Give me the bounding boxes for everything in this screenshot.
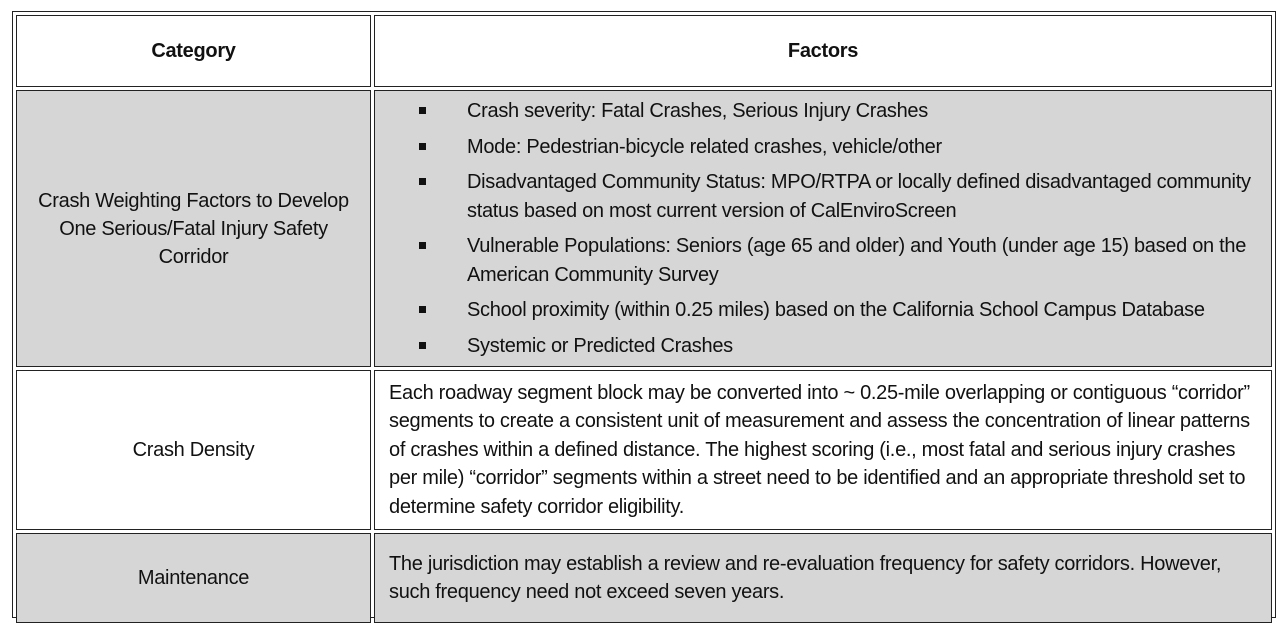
table-row — [16, 533, 1272, 623]
bullet-text: School proximity (within 0.25 miles) based on the California School Campus Database — [467, 299, 1205, 321]
square-bullet-icon — [419, 306, 426, 313]
category-cell-maintenance: Maintenance — [16, 533, 371, 623]
factors-cell-crash-density — [374, 370, 1272, 530]
square-bullet-icon — [419, 143, 426, 150]
header-factors: Factors — [374, 15, 1272, 87]
factors-table — [13, 12, 1275, 626]
square-bullet-icon — [419, 342, 426, 349]
bullet-text: Vulnerable Populations: Seniors (age 65 and older) and Youth (under age 15) based on the American Community Survey — [467, 235, 1247, 286]
square-bullet-icon — [419, 242, 426, 249]
bullet-text: Systemic or Predicted Crashes — [467, 334, 733, 357]
header-category: Category — [16, 15, 371, 87]
list-item — [419, 296, 1257, 325]
list-item — [419, 97, 1257, 126]
category-cell-crash-density: Crash Density — [16, 370, 371, 530]
table-row — [16, 370, 1272, 530]
square-bullet-icon — [419, 178, 426, 185]
list-item — [419, 232, 1257, 289]
list-item — [419, 133, 1257, 162]
table-row — [16, 90, 1272, 367]
factor-bullet-list — [389, 97, 1257, 360]
table-header-row — [16, 15, 1272, 87]
square-bullet-icon — [419, 107, 426, 114]
maintenance-text: The jurisdiction may establish a review and re-evaluation frequency for safety corridors. However, such frequency need not exceed seven years. — [389, 552, 1222, 603]
list-item — [419, 332, 1257, 361]
category-cell-crash-weighting: Crash Weighting Factors to Develop One Serious/Fatal Injury Safety Corridor — [16, 90, 371, 367]
factors-cell-crash-weighting — [374, 90, 1272, 367]
list-item — [419, 168, 1257, 225]
factors-table-frame — [12, 11, 1276, 618]
factors-cell-maintenance — [374, 533, 1272, 623]
bullet-text: Mode: Pedestrian-bicycle related crashes, vehicle/other — [467, 135, 942, 158]
bullet-text: Crash severity: Fatal Crashes, Serious Injury Crashes — [467, 100, 928, 122]
bullet-text: Disadvantaged Community Status: MPO/RTPA or locally defined disadvantaged community status based on most current version of CalEnviroScreen — [467, 171, 1251, 222]
crash-density-text: Each roadway segment block may be converted into ~ 0.25-mile overlapping or contiguous “corridor” segments to create a consistent unit of measurement and assess the concentration of linear patterns of crashes within a defined distance. The highest scoring (i.e., most fatal and serious injury crashes per mile) “corridor” segments within a street need to be identified and an appropriate threshold set to determine safety corridor eligibility. — [389, 381, 1250, 518]
